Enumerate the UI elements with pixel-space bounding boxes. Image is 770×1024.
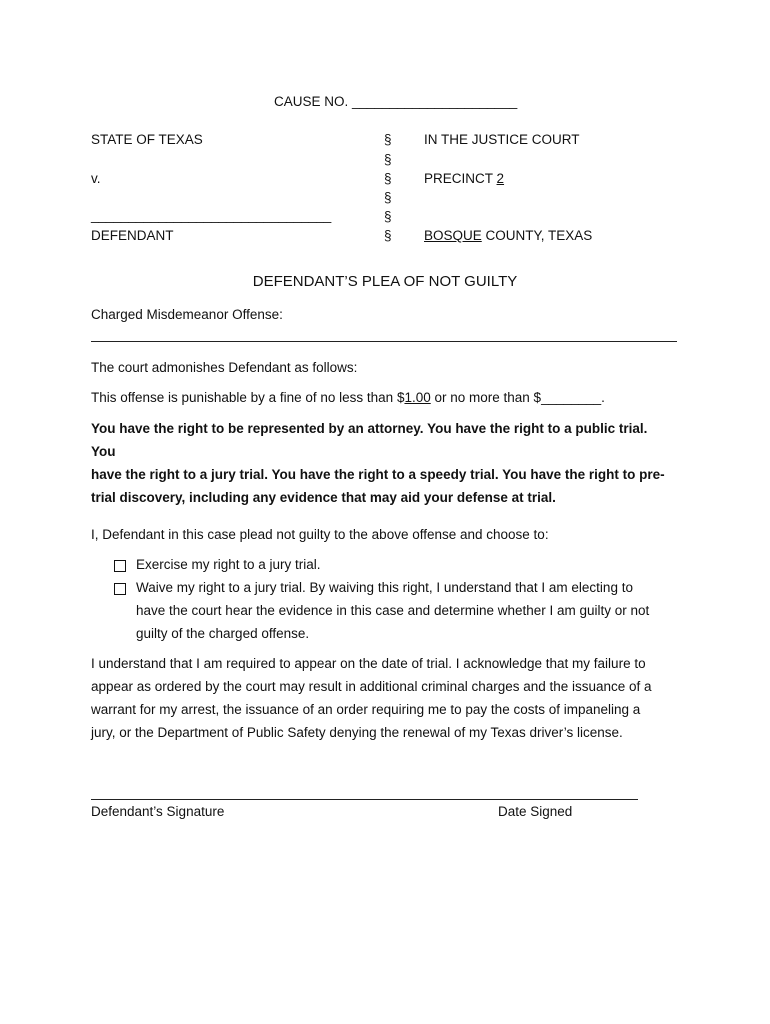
cause-number-blank[interactable]: ______________________ <box>352 94 518 109</box>
option-line: guilty of the charged offense. <box>136 626 310 641</box>
paragraph-line: I understand that I am required to appear on the date of trial. I acknowledge that my failure to <box>91 656 646 671</box>
checkbox-icon[interactable] <box>114 560 126 572</box>
precinct-number: 2 <box>496 171 505 186</box>
fine-range <box>91 390 605 405</box>
section-mark: § <box>384 132 392 147</box>
county-name: BOSQUE <box>424 228 482 243</box>
defendant-name-blank[interactable]: ________________________________ <box>91 208 332 223</box>
county-suffix: COUNTY, TEXAS <box>485 228 593 243</box>
section-mark: § <box>384 152 392 167</box>
admonish-intro: The court admonishes Defendant as follows: <box>91 360 358 375</box>
option-waive-jury-trial <box>136 576 649 645</box>
court-name: IN THE JUSTICE COURT <box>424 132 580 147</box>
appearance-acknowledgment <box>91 652 681 744</box>
plea-statement: I, Defendant in this case plead not guilty to the above offense and choose to: <box>91 527 549 542</box>
checkbox-icon[interactable] <box>114 583 126 595</box>
rights-line: have the right to a jury trial. You have the right to a speedy trial. You have the right to pre- <box>91 467 665 482</box>
fine-end: . <box>601 390 605 405</box>
defendant-label: DEFENDANT <box>91 228 174 243</box>
section-mark: § <box>384 190 392 205</box>
option-line: have the court hear the evidence in this case and determine whether I am guilty or not <box>136 603 650 618</box>
offense-line[interactable] <box>91 341 677 342</box>
signature-line[interactable] <box>91 799 638 800</box>
paragraph-line: warrant for my arrest, the issuance of an order requiring me to pay the costs of impaneling a <box>91 702 641 717</box>
section-mark: § <box>384 171 392 186</box>
fine-min: 1.00 <box>404 390 431 405</box>
fine-prefix: This offense is punishable by a fine of no less than $ <box>91 390 405 405</box>
cause-number <box>274 94 517 109</box>
rights-line: trial discovery, including any evidence that may aid your defense at trial. <box>91 490 556 505</box>
jury-trial-checkbox[interactable] <box>114 558 126 576</box>
fine-middle: or no more than $ <box>434 390 542 405</box>
offense-label: Charged Misdemeanor Offense: <box>91 307 283 322</box>
option-exercise-jury-trial: Exercise my right to a jury trial. <box>136 557 321 572</box>
precinct <box>424 171 504 186</box>
precinct-label: PRECINCT <box>424 171 493 186</box>
cause-label: CAUSE NO. <box>274 94 349 109</box>
section-mark: § <box>384 209 392 224</box>
rights-statement <box>91 417 675 509</box>
section-mark: § <box>384 228 392 243</box>
rights-line: You have the right to be represented by an attorney. You have the right to a public trial. You <box>91 421 648 459</box>
county <box>424 228 592 243</box>
paragraph-line: appear as ordered by the court may result in additional criminal charges and the issuance of a <box>91 679 652 694</box>
versus: v. <box>91 171 101 186</box>
paragraph-line: jury, or the Department of Public Safety denying the renewal of my Texas driver’s license. <box>91 725 623 740</box>
fine-max-blank[interactable]: ________ <box>541 390 602 405</box>
defendant-signature-label: Defendant’s Signature <box>91 804 225 819</box>
option-line: Waive my right to a jury trial. By waiving this right, I understand that I am electing to <box>136 580 633 595</box>
document-title: DEFENDANT’S PLEA OF NOT GUILTY <box>252 273 518 290</box>
waive-jury-checkbox[interactable] <box>114 581 126 599</box>
state-of-texas: STATE OF TEXAS <box>91 132 203 147</box>
date-signed-label: Date Signed <box>498 804 573 819</box>
